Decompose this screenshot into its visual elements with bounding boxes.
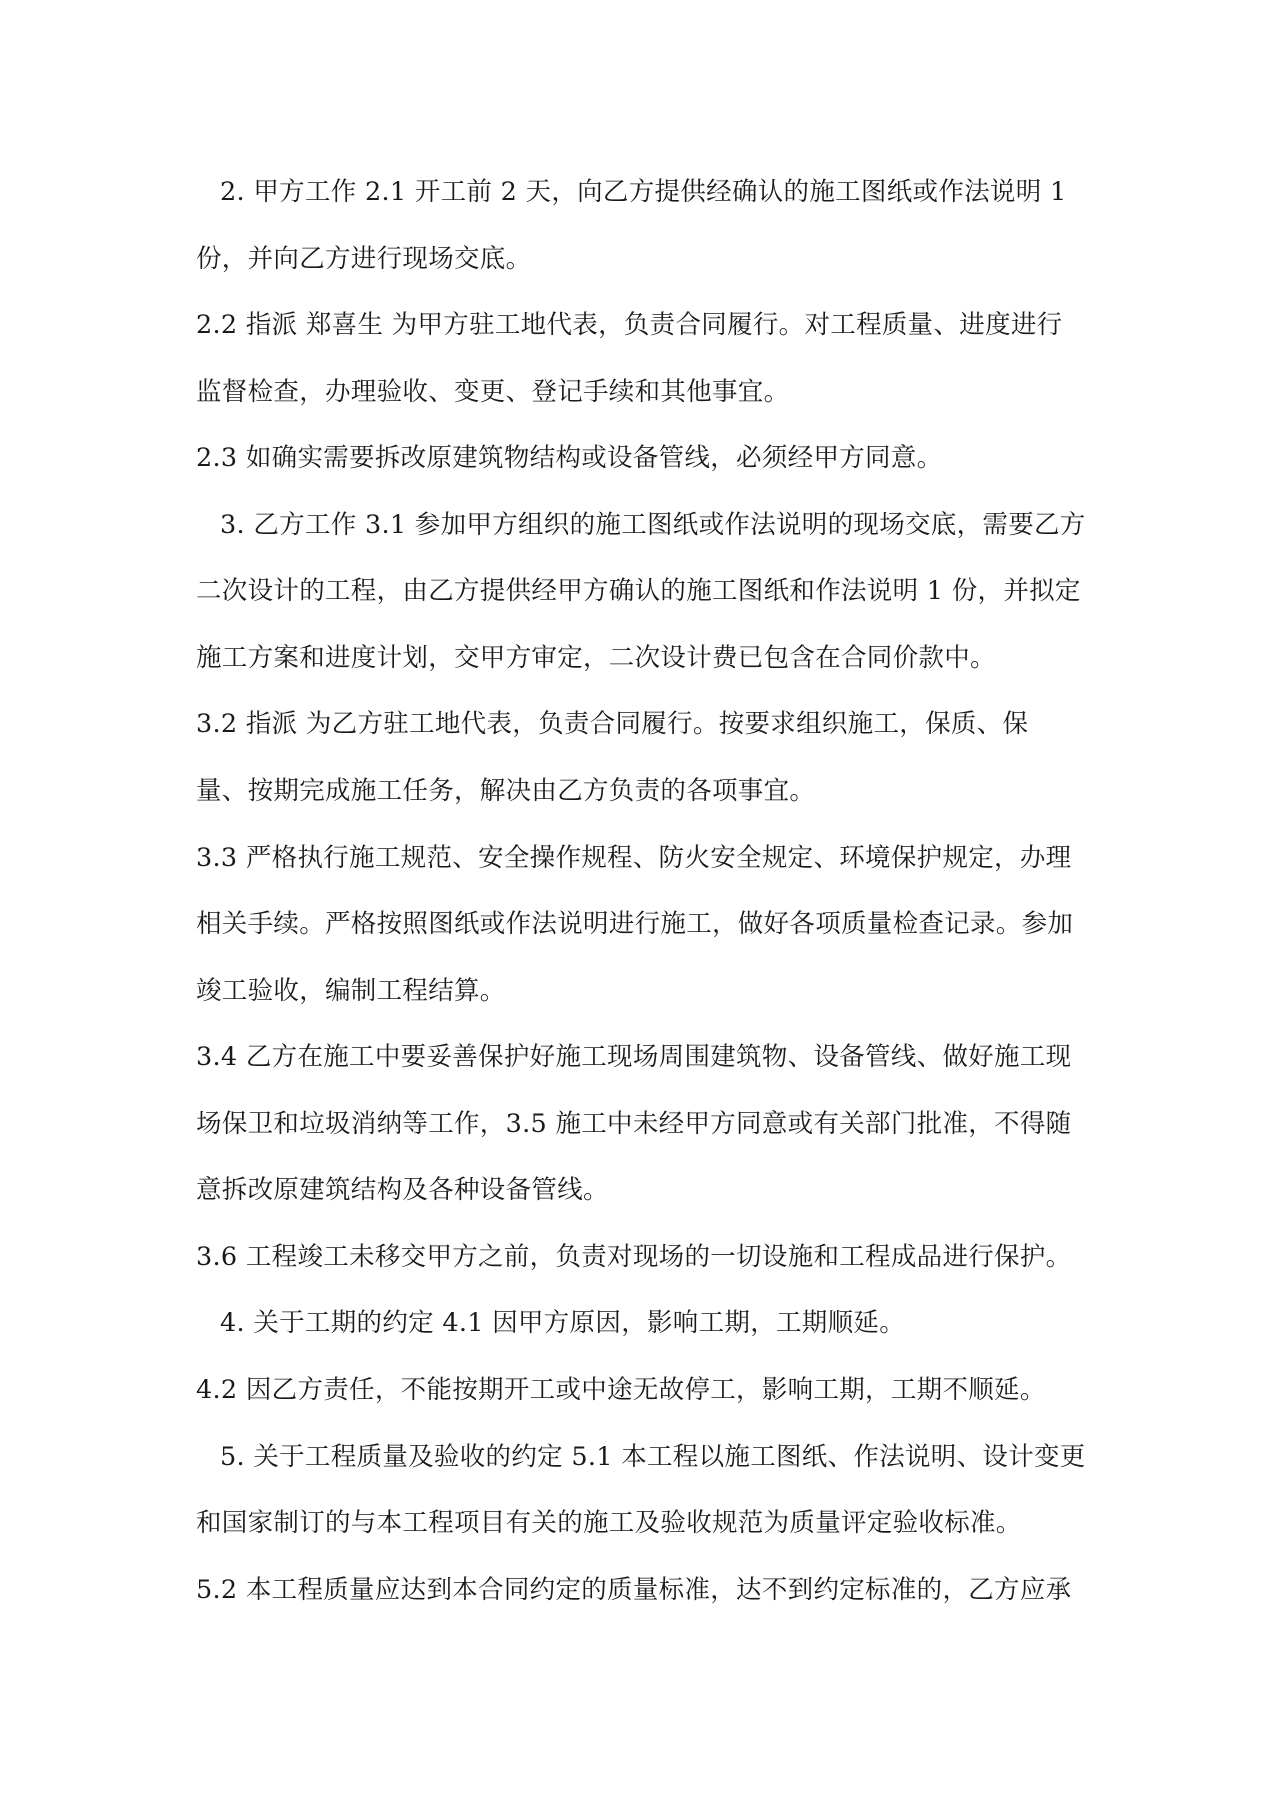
text-line: 5.2 本工程质量应达到本合同约定的质量标准，达不到约定标准的，乙方应承 — [196, 1575, 1072, 1605]
text-line: 施工方案和进度计划，交甲方审定，二次设计费已包含在合同价款中。 — [196, 643, 996, 673]
text-line: 4. 关于工期的约定 4.1 因甲方原因，影响工期，工期顺延。 — [220, 1308, 906, 1338]
text-line: 3. 乙方工作 3.1 参加甲方组织的施工图纸或作法说明的现场交底，需要乙方 — [220, 510, 1086, 540]
text-line: 相关手续。严格按照图纸或作法说明进行施工，做好各项质量检查记录。参加 — [196, 909, 1074, 939]
text-line: 4.2 因乙方责任，不能按期开工或中途无故停工，影响工期，工期不顺延。 — [196, 1375, 1046, 1405]
text-line: 竣工验收，编制工程结算。 — [196, 976, 506, 1006]
text-line: 2.2 指派 郑喜生 为甲方驻工地代表，负责合同履行。对工程质量、进度进行 — [196, 310, 1063, 340]
text-line: 和国家制订的与本工程项目有关的施工及验收规范为质量评定验收标准。 — [196, 1508, 1022, 1538]
text-line: 监督检查，办理验收、变更、登记手续和其他事宜。 — [196, 377, 790, 407]
text-line: 2.3 如确实需要拆改原建筑物结构或设备管线，必须经甲方同意。 — [196, 443, 943, 473]
text-line: 场保卫和垃圾消纳等工作，3.5 施工中未经甲方同意或有关部门批准，不得随 — [196, 1109, 1072, 1139]
text-line: 意拆改原建筑结构及各种设备管线。 — [196, 1175, 609, 1205]
text-line: 3.6 工程竣工未移交甲方之前，负责对现场的一切设施和工程成品进行保护。 — [196, 1242, 1072, 1272]
text-line: 5. 关于工程质量及验收的约定 5.1 本工程以施工图纸、作法说明、设计变更 — [220, 1442, 1086, 1472]
text-line: 量、按期完成施工任务，解决由乙方负责的各项事宜。 — [196, 776, 816, 806]
text-line: 3.2 指派 为乙方驻工地代表，负责合同履行。按要求组织施工，保质、保 — [196, 709, 1029, 739]
text-line: 3.4 乙方在施工中要妥善保护好施工现场周围建筑物、设备管线、做好施工现 — [196, 1042, 1072, 1072]
text-line: 二次设计的工程，由乙方提供经甲方确认的施工图纸和作法说明 1 份，并拟定 — [196, 576, 1081, 606]
text-line: 2. 甲方工作 2.1 开工前 2 天，向乙方提供经确认的施工图纸或作法说明 1 — [220, 177, 1067, 207]
text-line: 份，并向乙方进行现场交底。 — [196, 244, 532, 274]
text-line: 3.3 严格执行施工规范、安全操作规程、防火安全规定、环境保护规定，办理 — [196, 843, 1072, 873]
